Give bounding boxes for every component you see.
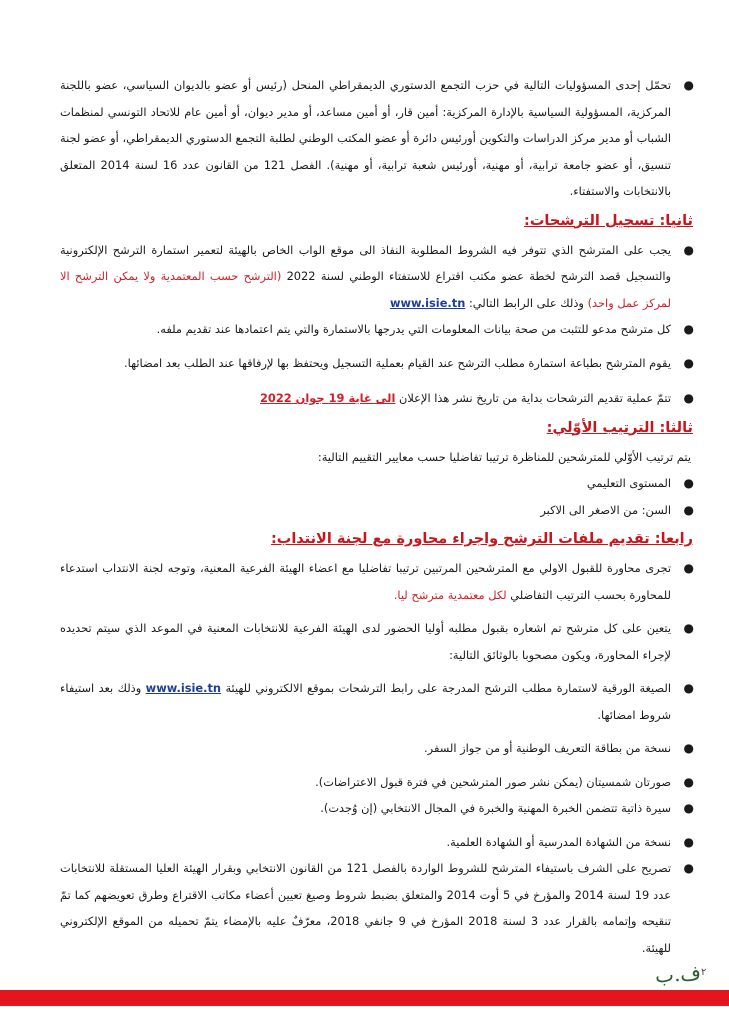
bullet-icon: ● xyxy=(683,801,694,815)
paragraph-text: الصيغة الورقية لاستمارة مطلب الترشح المدرجة على رابط الترشحات بموقع الالكتروني للهيئة xyxy=(225,681,672,695)
paragraph-text: تتمّ عملية تقديم الترشحات بداية من تاريخ نشر هذا الإعلان xyxy=(399,391,671,405)
page-number: ٢ xyxy=(701,967,707,978)
document-item-diploma xyxy=(60,829,697,856)
document-item-declaration xyxy=(60,855,697,961)
paragraph-text: يجب على المترشح الذي تتوفر فيه الشروط المطلوبة النفاذ الى موقع الواب الخاص بالهيئة لتعمير استمارة الترشح الإلكترونية والتسجيل قصد الترشح لخطة عضو مكتب اقتراع للاستفتاء الوطني لسنة 2022 xyxy=(60,242,671,283)
bullet-icon: ● xyxy=(683,78,694,92)
paragraph-text: نسخة من بطاقة التعريف الوطنية أو من جواز السفر. xyxy=(424,741,671,755)
handwritten-initials: ف.ب xyxy=(654,960,702,988)
isie-website-link[interactable]: www.isie.tn xyxy=(145,681,222,695)
bullet-icon: ● xyxy=(683,621,694,635)
highlight-note: لكل معتمدية مترشح ليا. xyxy=(393,587,507,602)
condition-item-party-role xyxy=(60,72,697,205)
paragraph-text: صورتان شمسيتان (يمكن نشر صور المترشحين في فترة قبول الاعتراضات). xyxy=(315,774,671,789)
document-body xyxy=(60,72,697,961)
ranking-intro: يتم ترتيب الأوّلي للمترشحين للمناظرة ترتيبا تفاضليا حسب معايير التقييم التالية: xyxy=(317,449,691,464)
bullet-icon: ● xyxy=(683,391,694,405)
bullet-icon: ● xyxy=(683,502,694,517)
bullet-icon: ● xyxy=(683,561,694,575)
interview-item-attendance xyxy=(60,615,697,668)
bullet-icon: ● xyxy=(683,834,694,849)
section-heading-ranking: ثالثا: الترتيب الأوّلي: xyxy=(546,419,693,436)
bullet-icon: ● xyxy=(683,242,694,257)
ranking-criterion-age xyxy=(60,497,697,524)
paragraph-text: يقوم المترشح بطباعة استمارة مطلب الترشح عند القيام بعملية التسجيل ويحتفظ بها لإرفاقها عند الطلب بعد امضائها. xyxy=(123,355,671,370)
registration-item-verify-data xyxy=(60,316,697,343)
deadline-date: الى غاية 19 جوان 2022 xyxy=(260,391,396,405)
paragraph-text: وذلك على الرابط التالي: xyxy=(468,295,584,310)
paragraph-text: السن: من الاصغر الى الاكبر xyxy=(540,502,671,517)
bullet-icon: ● xyxy=(683,681,694,695)
paragraph-text: سيرة ذاتية تتضمن الخبرة المهنية والخبرة في المجال الانتخابي (إن وُجدت). xyxy=(320,801,671,815)
bullet-icon: ● xyxy=(683,322,694,336)
document-item-cv xyxy=(60,795,697,822)
isie-website-link[interactable]: www.isie.tn xyxy=(389,295,466,310)
paragraph-text: تحمّل إحدى المسؤوليات التالية في حزب التجمع الدستوري الديمقراطي المنحل (رئيس أو عضو بالديوان السياسي، عضو باللجنة المركزية، المسؤولية السياسية بالإدارة المركزية: أمين قار، أو أمين مساعد، أو مدير ديوان، أو أمين عام للاتحاد التونسي لمنظمات الشباب أو مدير مركز الدراسات والتكوين أورئيس دائرة أو عضو المكتب الوطني لطلبة التجمع الدستوري الديمقراطي، أو عضو لجنة تنسيق، أو عضو جامعة ترابية، أو مهنية، أورئيس شعبة ترابية، أو مهنية). الفصل 121 من القانون عدد 16 لسنة 2014 المتعلق بالانتخابات والاستفتاء. xyxy=(60,78,672,198)
highlight-note: (الترشح حسب المعتمدية ولا يمكن الترشح الا لمركز عمل واحد) xyxy=(60,269,671,310)
document-item-paper-form xyxy=(60,675,697,728)
bullet-icon: ● xyxy=(683,355,694,370)
paragraph-text: وذلك بعد استيفاء شروط امضائها. xyxy=(60,681,671,722)
paragraph-text: يتعين على كل مترشح تم اشعاره بقبول مطلبه أوليا الحضور لدى الهيئة الفرعية للانتخابات المعنية في الموعد الذي سيتم تحديده لإجراء المحاورة، ويكون مصحوبا بالوثائق التالية: xyxy=(60,621,671,662)
registration-item-print-form xyxy=(60,350,697,377)
bullet-icon: ● xyxy=(683,476,694,490)
ranking-criterion-education xyxy=(60,470,697,497)
registration-item-deadline xyxy=(60,385,697,412)
paragraph-text: كل مترشح مدعو للتثبت من صحة بيانات المعلومات التي يدرجها بالاستمارة والتي يتم اعتمادها عند تقديم ملفه. xyxy=(156,322,671,336)
document-item-id-copy xyxy=(60,735,697,762)
section-heading-interview: رابعا: تقديم ملفات الترشح واجراء محاورة مع لجنة الانتداب: xyxy=(270,531,693,547)
footer-red-bar xyxy=(0,990,729,1006)
paragraph-text: تجرى محاورة للقبول الاولي مع المترشحين المرتبين ترتيبا تفاضليا مع اعضاء الهيئة الفرعية المعنية، وتوجه لجنة الانتداب استدعاء للمحاورة بحسب الترتيب التفاضلي xyxy=(60,561,671,602)
section-heading-registration: ثانيا: تسجيل الترشحات: xyxy=(524,212,693,229)
bullet-icon: ● xyxy=(683,861,694,875)
paragraph-text: نسخة من الشهادة المدرسية أو الشهادة العلمية. xyxy=(446,834,671,849)
registration-item-online-form xyxy=(60,237,697,317)
bullet-icon: ● xyxy=(683,741,694,755)
document-item-photos xyxy=(60,769,697,796)
interview-item-initial xyxy=(60,555,697,608)
paragraph-text: تصريح على الشرف باستيفاء المترشح للشروط الواردة بالفصل 121 من القانون الانتخابي وبقرار الهيئة العليا المستقلة للانتخابات عدد 19 لسنة 2014 والمؤرخ في 5 أوت 2014 والمتعلق بضبط شروط وصيغ تعيين أعضاء مكاتب الاقتراع وطرق تعويضهم كما تمّ تنقيحه وإتمامه بالقرار عدد 3 لسنة 2018 المؤرخ في 9 جانفي 2018، معرّفٌ عليه بالإمضاء يتمّ تحميله من الموقع الإلكتروني للهيئة. xyxy=(60,861,672,955)
paragraph-text: المستوى التعليمي xyxy=(586,476,671,490)
bullet-icon: ● xyxy=(683,774,694,789)
